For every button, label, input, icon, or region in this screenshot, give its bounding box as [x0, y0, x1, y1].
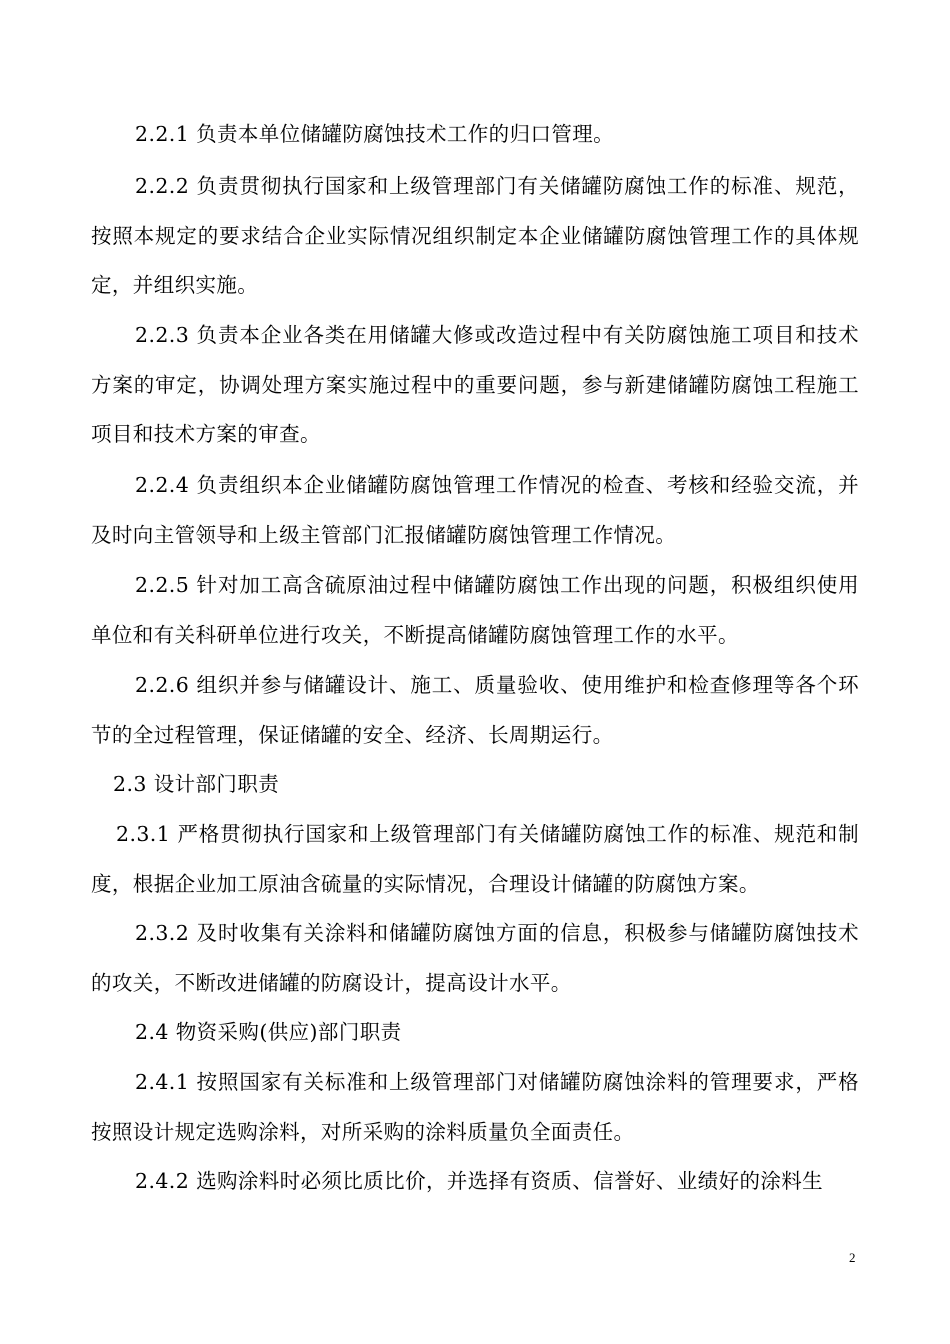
- section-heading-2-3: 2.3 设计部门职责: [113, 772, 280, 796]
- section-heading-2-4: 2.4 物资采购(供应)部门职责: [135, 1020, 402, 1044]
- paragraph-2-3-2: 2.3.2 及时收集有关涂料和储罐防腐蚀方面的信息，积极参与储罐防腐蚀技术的攻关，不断改进储罐的防腐设计，提高设计水平。: [91, 921, 859, 995]
- paragraph-2-3-1: 2.3.1 严格贯彻执行国家和上级管理部门有关储罐防腐蚀工作的标准、规范和制度，根据企业加工原油含硫量的实际情况，合理设计储罐的防腐蚀方案。: [91, 822, 859, 896]
- paragraph-2-2-1: 2.2.1 负责本单位储罐防腐蚀技术工作的归口管理。: [135, 122, 615, 146]
- paragraph-2-4-2: 2.4.2 选购涂料时必须比质比价，并选择有资质、信誉好、业绩好的涂料生: [135, 1169, 824, 1193]
- paragraph-2-2-4: 2.2.4 负责组织本企业储罐防腐蚀管理工作情况的检查、考核和经验交流，并及时向主管领导和上级主管部门汇报储罐防腐蚀管理工作情况。: [91, 473, 859, 547]
- paragraph-2-2-2: 2.2.2 负责贯彻执行国家和上级管理部门有关储罐防腐蚀工作的标准、规范，按照本规定的要求结合企业实际情况组织制定本企业储罐防腐蚀管理工作的具体规定，并组织实施。: [91, 174, 859, 297]
- paragraph-2-4-1: 2.4.1 按照国家有关标准和上级管理部门对储罐防腐蚀涂料的管理要求，严格按照设计规定选购涂料，对所采购的涂料质量负全面责任。: [91, 1070, 859, 1144]
- page-number: 2: [849, 1250, 856, 1265]
- paragraph-2-2-5: 2.2.5 针对加工高含硫原油过程中储罐防腐蚀工作出现的问题，积极组织使用单位和有关科研单位进行攻关，不断提高储罐防腐蚀管理工作的水平。: [91, 573, 859, 647]
- paragraph-2-2-6: 2.2.6 组织并参与储罐设计、施工、质量验收、使用维护和检查修理等各个环节的全过程管理，保证储罐的安全、经济、长周期运行。: [91, 673, 859, 747]
- paragraph-2-2-3: 2.2.3 负责本企业各类在用储罐大修或改造过程中有关防腐蚀施工项目和技术方案的审定，协调处理方案实施过程中的重要问题，参与新建储罐防腐蚀工程施工项目和技术方案的审查。: [91, 323, 859, 446]
